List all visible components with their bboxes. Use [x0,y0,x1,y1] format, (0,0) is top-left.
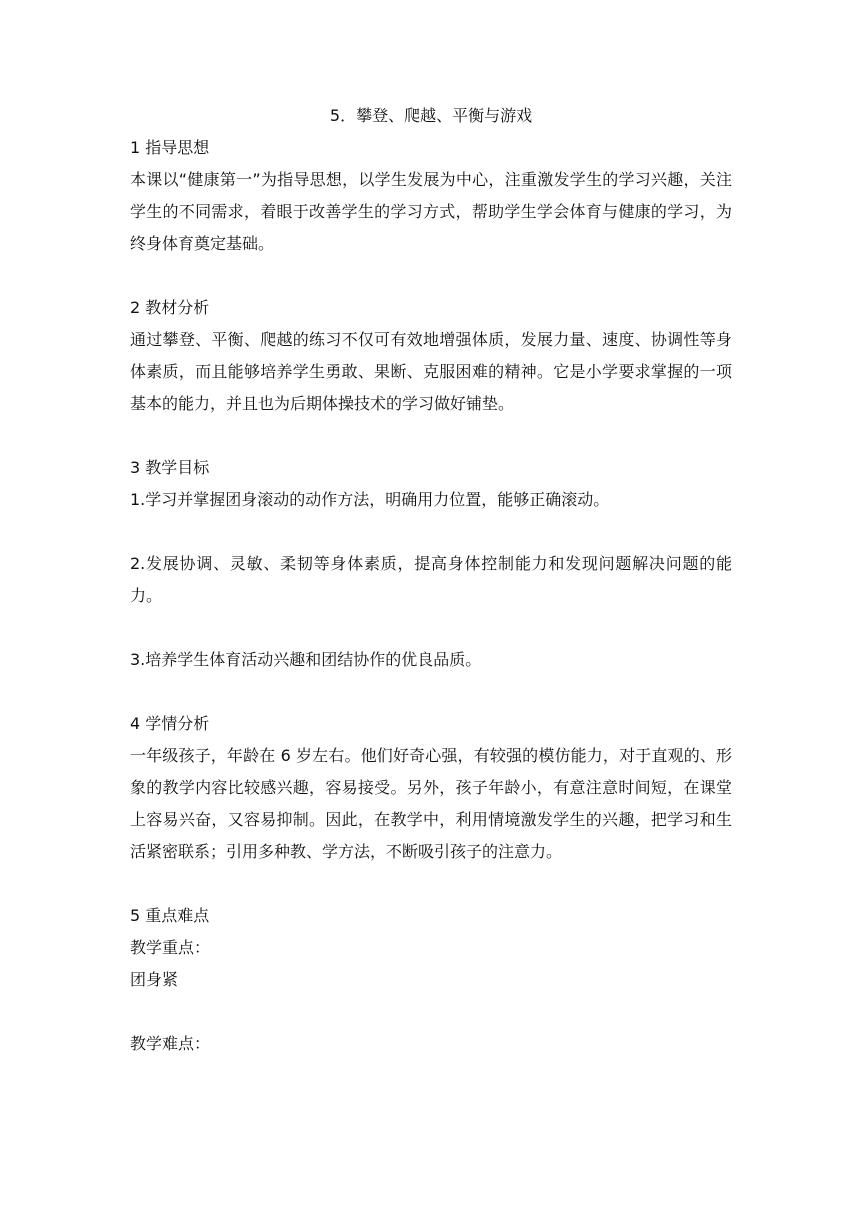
teaching-goal-2: 2.发展协调、灵敏、柔韧等身体素质，提高身体控制能力和发现问题解决问题的能力。 [130,554,732,605]
key-point-value: 团身紧 [130,970,179,989]
section-heading-key-difficult-points: 5 重点难点 [130,906,210,925]
section-heading-guiding-thought: 1 指导思想 [130,138,210,157]
blank-line [130,516,732,548]
section-heading-student-analysis: 4 学情分析 [130,714,210,733]
guiding-thought-paragraph: 本课以“健康第一”为指导思想，以学生发展为中心，注重激发学生的学习兴趣，关注学生的不同需求，着眼于改善学生的学习方式，帮助学生学会体育与健康的学习，为终身体育奠定基础。 [130,170,732,253]
blank-line [130,868,732,900]
blank-line [130,612,732,644]
section-heading-teaching-goals: 3 教学目标 [130,458,210,477]
key-point-label: 教学重点： [130,938,211,957]
teaching-goal-1: 1.学习并掌握团身滚动的动作方法，明确用力位置，能够正确滚动。 [130,490,610,509]
blank-line [130,676,732,708]
teaching-goal-3: 3.培养学生体育活动兴趣和团结协作的优良品质。 [130,650,482,669]
blank-line [130,260,732,292]
difficult-point-label: 教学难点： [130,1034,211,1053]
document-content [130,100,732,1060]
material-analysis-paragraph: 通过攀登、平衡、爬越的练习不仅可有效地增强体质，发展力量、速度、协调性等身体素质，而且能够培养学生勇敢、果断、克服困难的精神。它是小学要求掌握的一项基本的能力，并且也为后期体操技术的学习做好铺垫。 [130,330,732,413]
section-heading-material-analysis: 2 教材分析 [130,298,210,317]
document-title: 5．攀登、爬越、平衡与游戏 [329,106,533,125]
blank-line [130,420,732,452]
blank-line [130,996,732,1028]
student-analysis-paragraph: 一年级孩子，年龄在 6 岁左右。他们好奇心强，有较强的模仿能力，对于直观的、形象的教学内容比较感兴趣，容易接受。另外，孩子年龄小，有意注意时间短，在课堂上容易兴奋，又容易抑制。因此，在教学中，利用情境激发学生的兴趣，把学习和生活紧密联系；引用多种教、学方法，不断吸引孩子的注意力。 [130,746,732,861]
